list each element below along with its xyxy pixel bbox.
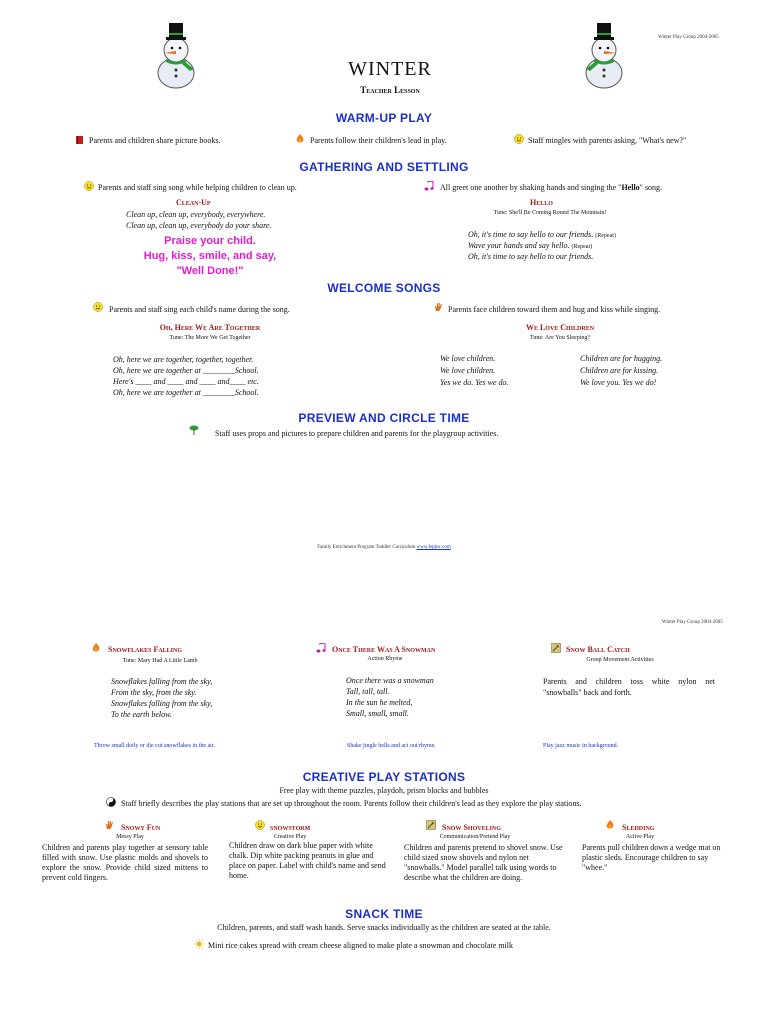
station-1-text: Children and parents play together at sensory table filled with snow. Use plastic molds and shovels to explore the snow. Provide child sized mittens to prevent cold fingers. [42,843,208,882]
snowball-note: Play jazz music in background. [543,743,619,749]
footer: Family Enrichment Program Toddler Curriculum www.fepinc.com [317,545,451,550]
love-col1-line-1: We love children. [440,354,496,363]
snowflakes-line-4: To the earth below. [111,710,172,719]
welcome-heading: WELCOME SONGS [327,281,441,295]
snowflakes-line-2: From the sky, from the sky. [111,688,197,697]
gathering-right-intro: All greet one another by shaking hands and singing the "Hello" song. [440,183,663,192]
creative-line-1: Free play with theme puzzles, playdoh, prism blocks and bubbles [279,786,489,795]
love-col1-line-3: Yes we do. Yes we do. [440,378,509,387]
hello-tune: Tune: She'll Be Coming Round The Mountain! [493,210,607,216]
snowman-title: Once There Was A Snowman [332,645,436,654]
welcome-left-intro: Parents and staff sing each child's name during the song. [109,305,290,314]
cleanup-line-2: Clean up, clean up, everybody do your share. [126,221,272,230]
love-children-tune: Tune: Are You Sleeping? [529,335,591,341]
snack-line-2: Mini rice cakes spread with cream cheese aligned to make plate a snowman and chocolate milk [208,941,513,950]
love-col1-line-2: We love children. [440,366,496,375]
page-title: WINTER [348,58,432,80]
station-2-text: Children draw on dark blue paper with white chalk. Dip white packing peanuts in glue and place on paper. Label with child's name and send home. [229,841,386,880]
love-col2-line-2: Children are for kissing. [580,366,659,375]
snowflakes-line-3: Snowflakes falling from the sky, [111,699,213,708]
station-1-sub: Messy Play [116,834,144,840]
group-label-2: Winter Play Group 2004-2005 [662,620,723,625]
snowman-line-3: In the sun he melted, [346,698,413,707]
warmup-item-3: Staff mingles with parents asking, "What's new?" [528,136,687,145]
gathering-heading: GATHERING AND SETTLING [299,160,469,174]
cleanup-title: Clean-Up [176,198,211,207]
page-subtitle: Teacher Lesson [360,85,420,95]
snowball-sub: Group Movement Activities [586,657,654,663]
hand-icon [104,820,114,830]
station-3-title: Snow Shoveling [442,823,501,832]
flame-icon [295,134,305,144]
warmup-item-2: Parents follow their children's lead in play. [310,136,447,145]
snack-heading: SNACK TIME [345,907,423,921]
welcome-right-intro: Parents face children toward them and hug and kiss while singing. [448,305,661,314]
together-line-1: Oh, here we are together, together, together. [113,355,254,364]
together-line-3: Here's ____ and ____ and ____ and____ etc. [113,377,259,386]
smiley-icon [84,181,94,191]
station-1-title: Snowy Fun [121,823,161,832]
hello-title: Hello [530,198,553,207]
love-col2-line-1: Children are for hugging. [580,354,663,363]
station-2-sub: Creative Play [273,834,307,840]
preview-text: Staff uses props and pictures to prepare children and parents for the playgroup activities. [215,429,499,438]
shovel-icon [426,820,436,830]
snowman-line-4: Small, small, small. [346,709,409,718]
book-icon [75,135,85,145]
snowball-text: Parents and children toss white nylon net "snowballs" back and forth. [543,677,715,697]
praise-line-2: Hug, kiss, smile, and say, [143,250,277,262]
snowflakes-sub: Tune: Mary Had A Little Lamb [122,658,198,664]
snowball-title: Snow Ball Catch [566,645,630,654]
station-2-title: snowstorm [270,823,311,832]
station-3-sub: Communication/Pretend Play [439,834,511,840]
smiley-icon [255,820,265,830]
music-note-icon [424,181,434,191]
smiley-icon [93,302,103,312]
yin-yang-icon [106,797,116,807]
snowflakes-line-1: Snowflakes falling from the sky, [111,677,213,686]
creative-line-2: Staff briefly describes the play stations that are set up throughout the room. Parents follow their children's lead as they explore the play stations. [121,799,582,808]
hello-line-1: Oh, it's time to say hello to our friends. (Repeat) [468,230,616,239]
footer-link[interactable]: www.fepinc.com [416,545,451,550]
warmup-heading: WARM-UP PLAY [335,111,433,125]
station-4-title: Sledding [622,823,655,832]
snowman-note: Shake jingle bells and act out rhyme. [347,743,436,749]
praise-line-1: Praise your child. [164,235,256,247]
warmup-item-1: Parents and children share picture books. [89,136,221,145]
shovel-icon [551,643,561,653]
snowman-sub: Action Rhyme [367,656,403,662]
love-col2-line-3: We love you. Yes we do! [580,378,657,387]
hand-icon [433,302,443,312]
cleanup-line-1: Clean up, clean up, everybody, everywhere. [126,210,266,219]
preview-heading: PREVIEW AND CIRCLE TIME [298,411,470,425]
station-4-text: Parents pull children down a wedge mat on plastic sleds. Encourage children to say "whee." [582,843,721,872]
flame-icon [91,643,101,653]
love-children-title: We Love Children [525,323,595,332]
snowman-line-1: Once there was a snowman [346,676,434,685]
creative-heading: CREATIVE PLAY STATIONS [302,770,466,784]
together-line-2: Oh, here we are together at ________School. [113,366,259,375]
together-tune: Tune: The More We Get Together [169,335,251,341]
gathering-left-intro: Parents and staff sing song while helping children to clean up. [98,183,297,192]
station-4-sub: Active Play [625,834,655,840]
smiley-icon [514,134,524,144]
sun-icon [194,939,204,949]
flame-icon [605,820,615,830]
hello-line-2: Wave your hands and say hello. (Repeat) [468,241,593,250]
station-3-text: Children and parents pretend to shovel snow. Use child sized snow shovels and nylon net "snowballs." Model parallel talk using words to describe what the children are doing. [404,843,563,882]
together-line-4: Oh, here we are together at ________School. [113,388,259,397]
music-note-icon [316,643,326,653]
snowflakes-title: Snowflakes Falling [108,645,183,654]
snowflakes-note: Throw small doily or die cut snowflakes in the air. [94,743,215,749]
snack-line-1: Children, parents, and staff wash hands. Serve snacks individually as the children are seated at the table. [217,923,551,932]
praise-line-3: "Well Done!" [176,265,244,277]
snowman-line-2: Tall, tall, tall. [346,687,390,696]
group-label: Winter Play Group 2004-2005 [658,35,719,40]
tree-icon [189,425,199,435]
together-title: Oh, Here We Are Together [159,323,261,332]
hello-line-3: Oh, it's time to say hello to our friends. [468,252,594,261]
